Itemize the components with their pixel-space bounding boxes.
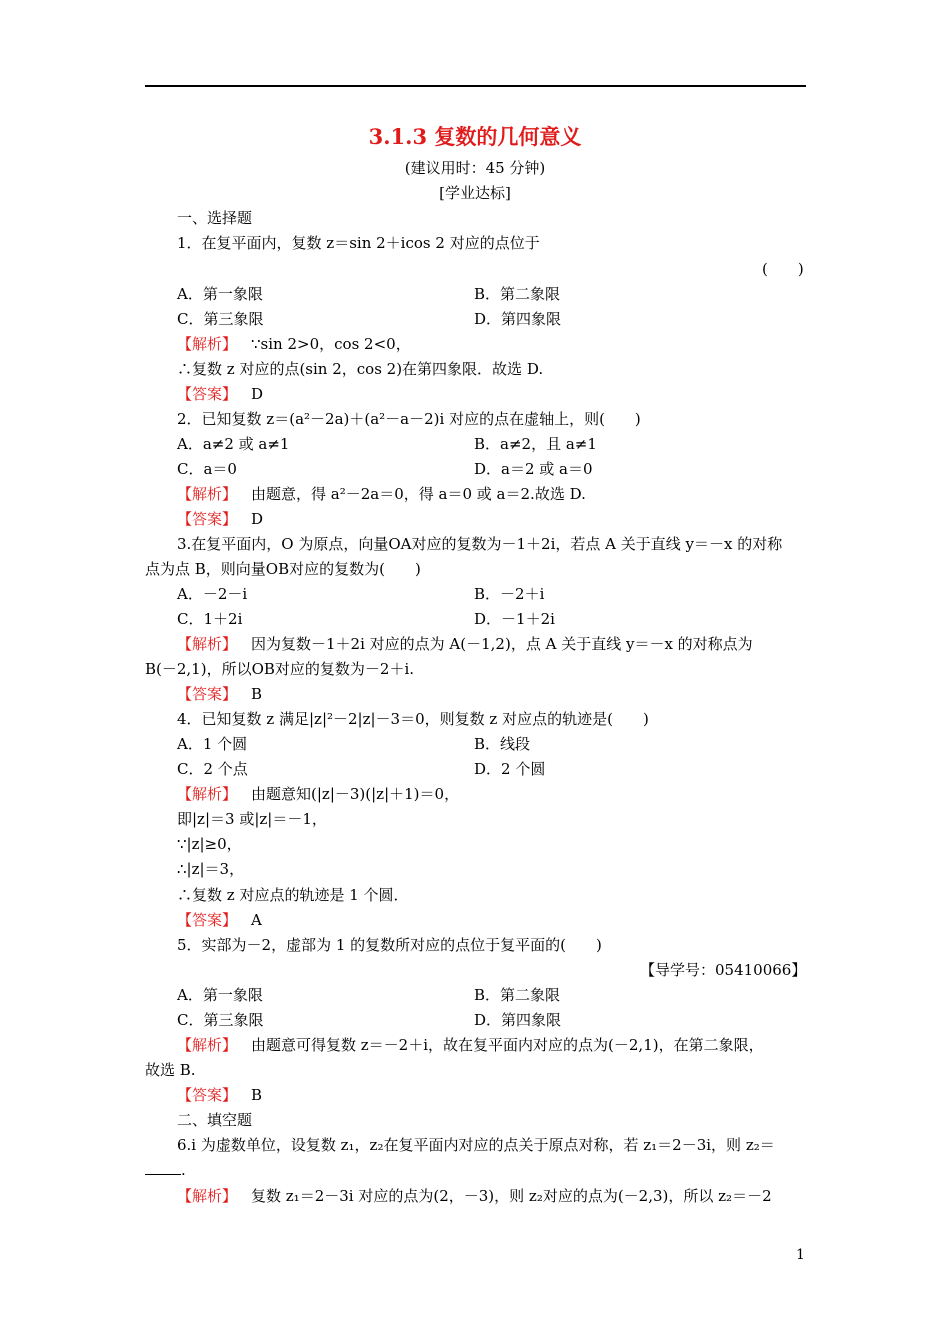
line-text: D．第四象限 xyxy=(474,310,562,328)
text-line xyxy=(177,283,263,305)
text-line xyxy=(177,884,409,906)
line-text: C．a＝0 xyxy=(177,460,237,478)
text-line xyxy=(177,508,263,530)
text-line xyxy=(474,1009,561,1031)
text-line xyxy=(177,333,411,355)
page-title: 3.1.3 复数的几何意义 xyxy=(368,124,582,149)
text-line xyxy=(177,583,247,605)
line-text: ∴复数 z 对应点的轨迹是 1 个圆． xyxy=(177,886,409,904)
line-text: D．2 个圆 xyxy=(474,760,546,778)
label-tag: 【解析】 xyxy=(177,485,238,503)
line-text: A．第一象限 xyxy=(177,986,263,1004)
line-text: 1．在复平面内，复数 z＝sin 2＋icos 2 对应的点位于 xyxy=(177,234,540,252)
text-line xyxy=(474,308,561,330)
label-tag: 【答案】 xyxy=(177,1086,238,1104)
text-line xyxy=(177,383,263,405)
text-line xyxy=(474,758,545,780)
label-tag: 【解析】 xyxy=(177,1187,238,1205)
text-line xyxy=(177,934,602,956)
line-text: ∵sin 2>0，cos 2<0， xyxy=(251,335,411,353)
text-line xyxy=(177,758,248,780)
text-line xyxy=(177,708,649,730)
text-line xyxy=(474,458,593,480)
time-note: (建议用时：45 分钟) xyxy=(404,159,546,177)
line-text: C．2 个点 xyxy=(177,760,248,778)
line-text: B．a≠2，且 a≠1 xyxy=(474,435,597,453)
line-text: 由题意，得 a²－2a＝0，得 a＝0 或 a＝2.故选 D. xyxy=(251,485,586,503)
line-text: D．第四象限 xyxy=(474,1011,562,1029)
line-text: C．1＋2i xyxy=(177,610,243,628)
line-text: 故选 B. xyxy=(145,1061,196,1079)
line-text: A．－2－i xyxy=(177,585,248,603)
line-text: B．线段 xyxy=(474,735,531,753)
text-line xyxy=(177,909,262,931)
text-line xyxy=(177,207,252,229)
text-line xyxy=(177,433,289,455)
text-line xyxy=(640,959,806,981)
text-line xyxy=(177,608,242,630)
label-tag: 【答案】 xyxy=(177,510,238,528)
line-text: C．第三象限 xyxy=(177,1011,264,1029)
text-line xyxy=(474,733,530,755)
line-text: B．第二象限 xyxy=(474,285,561,303)
text-line xyxy=(145,558,421,580)
line-text: D xyxy=(251,385,264,403)
line-text: 4．已知复数 z 满足|z|²－2|z|－3＝0，则复数 z 对应点的轨迹是( ) xyxy=(177,710,649,728)
line-text: 一、选择题 xyxy=(177,209,253,227)
answer-blank xyxy=(145,1160,181,1175)
text-line xyxy=(177,683,262,705)
line-text: 因为复数－1＋2i 对应的点为 A(－1,2)，点 A 关于直线 y＝－x 的对称点为 xyxy=(251,635,753,653)
text-line xyxy=(177,1134,775,1156)
text-line xyxy=(177,1034,764,1056)
text-line xyxy=(145,658,414,680)
text-line xyxy=(177,358,543,380)
line-text: 由题意可得复数 z＝－2＋i，故在复平面内对应的点为(－2,1)，在第二象限， xyxy=(251,1036,764,1054)
text-line xyxy=(177,1109,252,1131)
text-line xyxy=(177,833,242,855)
line-text: 二、填空题 xyxy=(177,1111,253,1129)
line-text: B xyxy=(251,1086,263,1104)
text-line xyxy=(177,533,782,555)
header-rule xyxy=(145,85,806,87)
line-text: ∵|z|≥0， xyxy=(177,835,242,853)
text-line xyxy=(177,458,237,480)
text-line xyxy=(145,1059,196,1081)
blank-tail: . xyxy=(181,1161,186,1179)
text-line xyxy=(177,733,247,755)
line-text: A．a≠2 或 a≠1 xyxy=(177,435,290,453)
line-text: 即|z|＝3 或|z|＝－1， xyxy=(177,810,327,828)
label-tag: 【解析】 xyxy=(177,1036,238,1054)
label-tag: 【解析】 xyxy=(177,335,238,353)
line-text: 6.i 为虚数单位，设复数 z₁，z₂在复平面内对应的点关于原点对称，若 z₁＝2－3i，则 z₂＝ xyxy=(177,1136,775,1154)
label-tag: 【解析】 xyxy=(177,785,238,803)
label-tag: 【解析】 xyxy=(177,635,238,653)
text-line xyxy=(177,984,263,1006)
text-line xyxy=(177,308,263,330)
line-text: A．第一象限 xyxy=(177,285,263,303)
text-line xyxy=(474,283,560,305)
line-text: 【导学号：05410066】 xyxy=(640,961,807,979)
line-text: ( ) xyxy=(762,260,804,278)
line-text: ∴复数 z 对应的点(sin 2，cos 2)在第四象限．故选 D. xyxy=(177,360,544,378)
line-text: 复数 z₁＝2－3i 对应的点为(2，－3)，则 z₂对应的点为(－2,3)，所以 z₂＝－2 xyxy=(251,1187,772,1205)
line-text: D．－1＋2i xyxy=(474,610,555,628)
line-text: A．1 个圆 xyxy=(177,735,248,753)
text-line xyxy=(177,1185,772,1207)
line-text: 点为点 B，则向量OB对应的复数为( ) xyxy=(145,560,421,578)
text-line xyxy=(177,1009,263,1031)
text-line xyxy=(474,583,544,605)
text-line xyxy=(762,258,804,280)
line-text: D．a＝2 或 a＝0 xyxy=(474,460,593,478)
line-text: C．第三象限 xyxy=(177,310,264,328)
line-text: D xyxy=(251,510,264,528)
line-text: ∴|z|＝3， xyxy=(177,860,245,878)
line-text: B(－2,1)，所以OB对应的复数为－2＋i. xyxy=(145,660,415,678)
text-line xyxy=(145,1159,186,1181)
text-line xyxy=(177,408,641,430)
line-text: 3.在复平面内，O 为原点，向量OA对应的复数为－1＋2i，若点 A 关于直线 y＝－x 的对称 xyxy=(177,535,783,553)
label-tag: 【答案】 xyxy=(177,685,238,703)
text-line xyxy=(177,633,753,655)
label-tag: 【答案】 xyxy=(177,385,238,403)
line-text: B．第二象限 xyxy=(474,986,561,1004)
line-text: A xyxy=(251,911,262,929)
text-line xyxy=(177,808,327,830)
page-number: 1 xyxy=(796,1247,805,1263)
text-line xyxy=(474,984,560,1006)
line-text: B xyxy=(251,685,263,703)
text-line xyxy=(177,483,586,505)
line-text: 5．实部为－2，虚部为 1 的复数所对应的点位于复平面的( ) xyxy=(177,936,602,954)
text-line xyxy=(474,433,597,455)
label-tag: 【答案】 xyxy=(177,911,238,929)
line-text: 由题意知(|z|－3)(|z|＋1)＝0， xyxy=(251,785,460,803)
line-text: B．－2＋i xyxy=(474,585,545,603)
text-line xyxy=(177,232,540,254)
text-line xyxy=(177,783,459,805)
text-line xyxy=(177,1084,262,1106)
text-line xyxy=(177,858,244,880)
text-line xyxy=(474,608,555,630)
section-label: [学业达标] xyxy=(439,184,511,202)
line-text: 2．已知复数 z＝(a²－2a)＋(a²－a－2)i 对应的点在虚轴上，则( ) xyxy=(177,410,641,428)
